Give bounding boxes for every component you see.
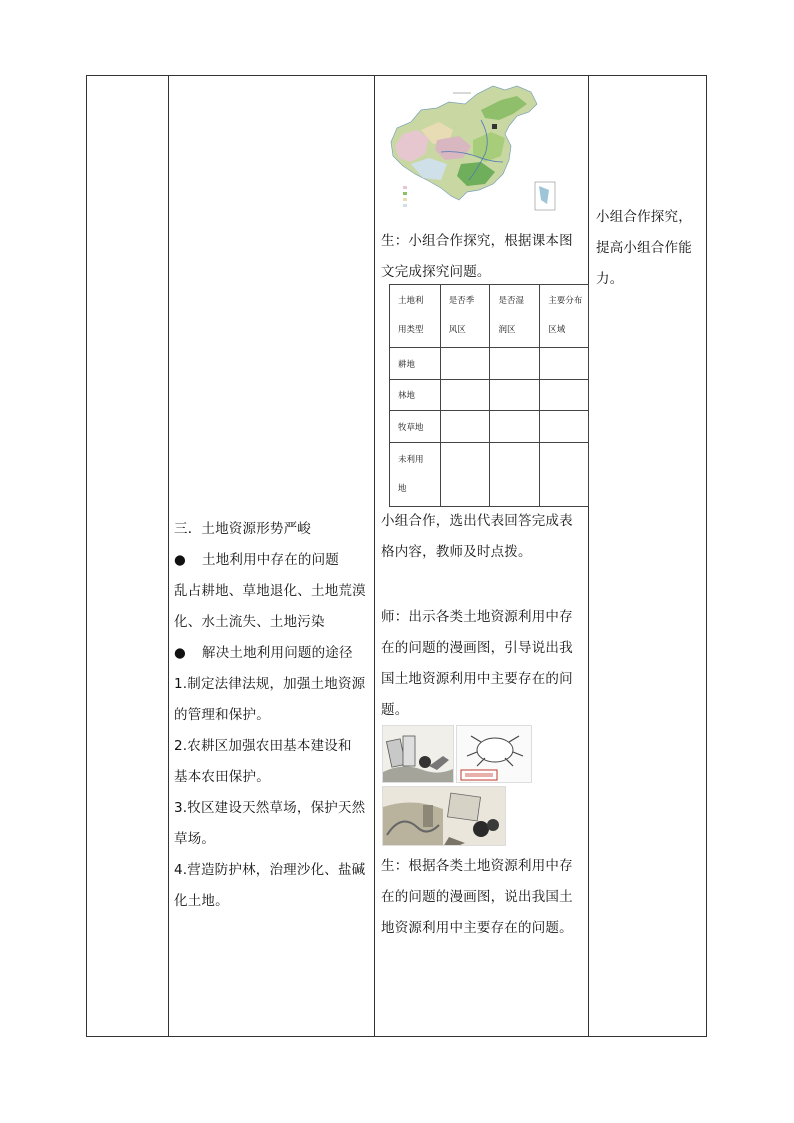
table-header-row xyxy=(390,285,589,348)
legend-swatch xyxy=(403,198,407,201)
empty-cell xyxy=(440,411,490,443)
solution-line: 基本农田保护。 xyxy=(174,769,270,785)
land-type-cell: 林地 xyxy=(390,380,441,411)
empty-cell xyxy=(540,380,589,411)
solution-line: 2.农耕区加强农田基本建设和 xyxy=(174,738,352,754)
column-divider-2 xyxy=(374,75,375,1037)
bullet-item-solutions: ● 解决土地利用问题的途径 xyxy=(174,638,366,669)
header-cell: 土地利 用类型 xyxy=(390,285,441,348)
student-activity-2: 生：根据各类土地资源利用中存 在的问题的漫画图，说出我国土 地资源利用中主要存在的问题。 xyxy=(381,858,573,936)
problems-line: 化、水土流失、土地污染 xyxy=(174,614,325,630)
empty-cell xyxy=(440,348,490,380)
empty-cell xyxy=(490,443,540,507)
empty-cell xyxy=(540,348,589,380)
legend-swatch xyxy=(403,204,407,207)
legend-swatch xyxy=(403,186,407,189)
table-row xyxy=(390,411,589,443)
table-row xyxy=(390,443,589,507)
empty-cell xyxy=(490,348,540,380)
header-cell: 主要分布 区域 xyxy=(540,285,589,348)
student-activity-1: 生：小组合作探究，根据课本图 文完成探究问题。 xyxy=(381,233,573,280)
cartoon-occupied-farmland xyxy=(382,725,454,783)
solution-line: 4.营造防护林，治理沙化、盐碱 xyxy=(174,862,366,878)
table-row xyxy=(390,348,589,380)
solution-line: 化土地。 xyxy=(174,893,229,909)
solution-line: 的管理和保护。 xyxy=(174,707,270,723)
problems-line: 乱占耕地、草地退化、土地荒漠 xyxy=(174,583,366,599)
empty-cell xyxy=(440,380,490,411)
empty-cell xyxy=(440,443,490,507)
land-type-cell: 耕地 xyxy=(390,348,441,380)
empty-cell xyxy=(540,443,589,507)
china-land-use-map xyxy=(381,80,559,220)
bullet-icon: ● xyxy=(174,645,186,661)
group-activity: 小组合作，选出代表回答完成表 格内容，教师及时点拨。 xyxy=(381,513,573,560)
solution-line: 3.牧区建设天然草场，保护天然 xyxy=(174,800,366,816)
empty-cell xyxy=(490,380,540,411)
legend-swatch xyxy=(403,192,407,195)
column-divider-3 xyxy=(588,75,589,1037)
land-type-cell: 牧草地 xyxy=(390,411,441,443)
teacher-activity: 师：出示各类土地资源利用中存 在的问题的漫画图，引导说出我 国土地资源利用中主要存在的问 题。 xyxy=(381,609,573,718)
column-divider-1 xyxy=(168,75,169,1037)
content-column xyxy=(174,514,366,917)
bullet-icon: ● xyxy=(174,552,186,568)
solution-line: 1.制定法律法规，加强土地资源 xyxy=(174,676,366,692)
section-heading: 三．土地资源形势严峻 xyxy=(174,521,311,537)
map-graphic xyxy=(381,80,559,220)
empty-cell xyxy=(540,411,589,443)
cartoon-protect-land xyxy=(456,725,532,783)
header-cell: 是否季 风区 xyxy=(440,285,490,348)
land-type-cell: 未利用 地 xyxy=(390,443,441,507)
cartoon-land-degradation xyxy=(382,786,506,846)
land-use-table xyxy=(389,284,589,507)
bullet-item-problems: ● 土地利用中存在的问题 xyxy=(174,545,366,576)
solution-line: 草场。 xyxy=(174,831,216,847)
table-row xyxy=(390,380,589,411)
header-cell: 是否湿 润区 xyxy=(490,285,540,348)
empty-cell xyxy=(490,411,540,443)
design-intent: 小组合作探究， 提高小组合作能 力。 xyxy=(596,209,692,287)
